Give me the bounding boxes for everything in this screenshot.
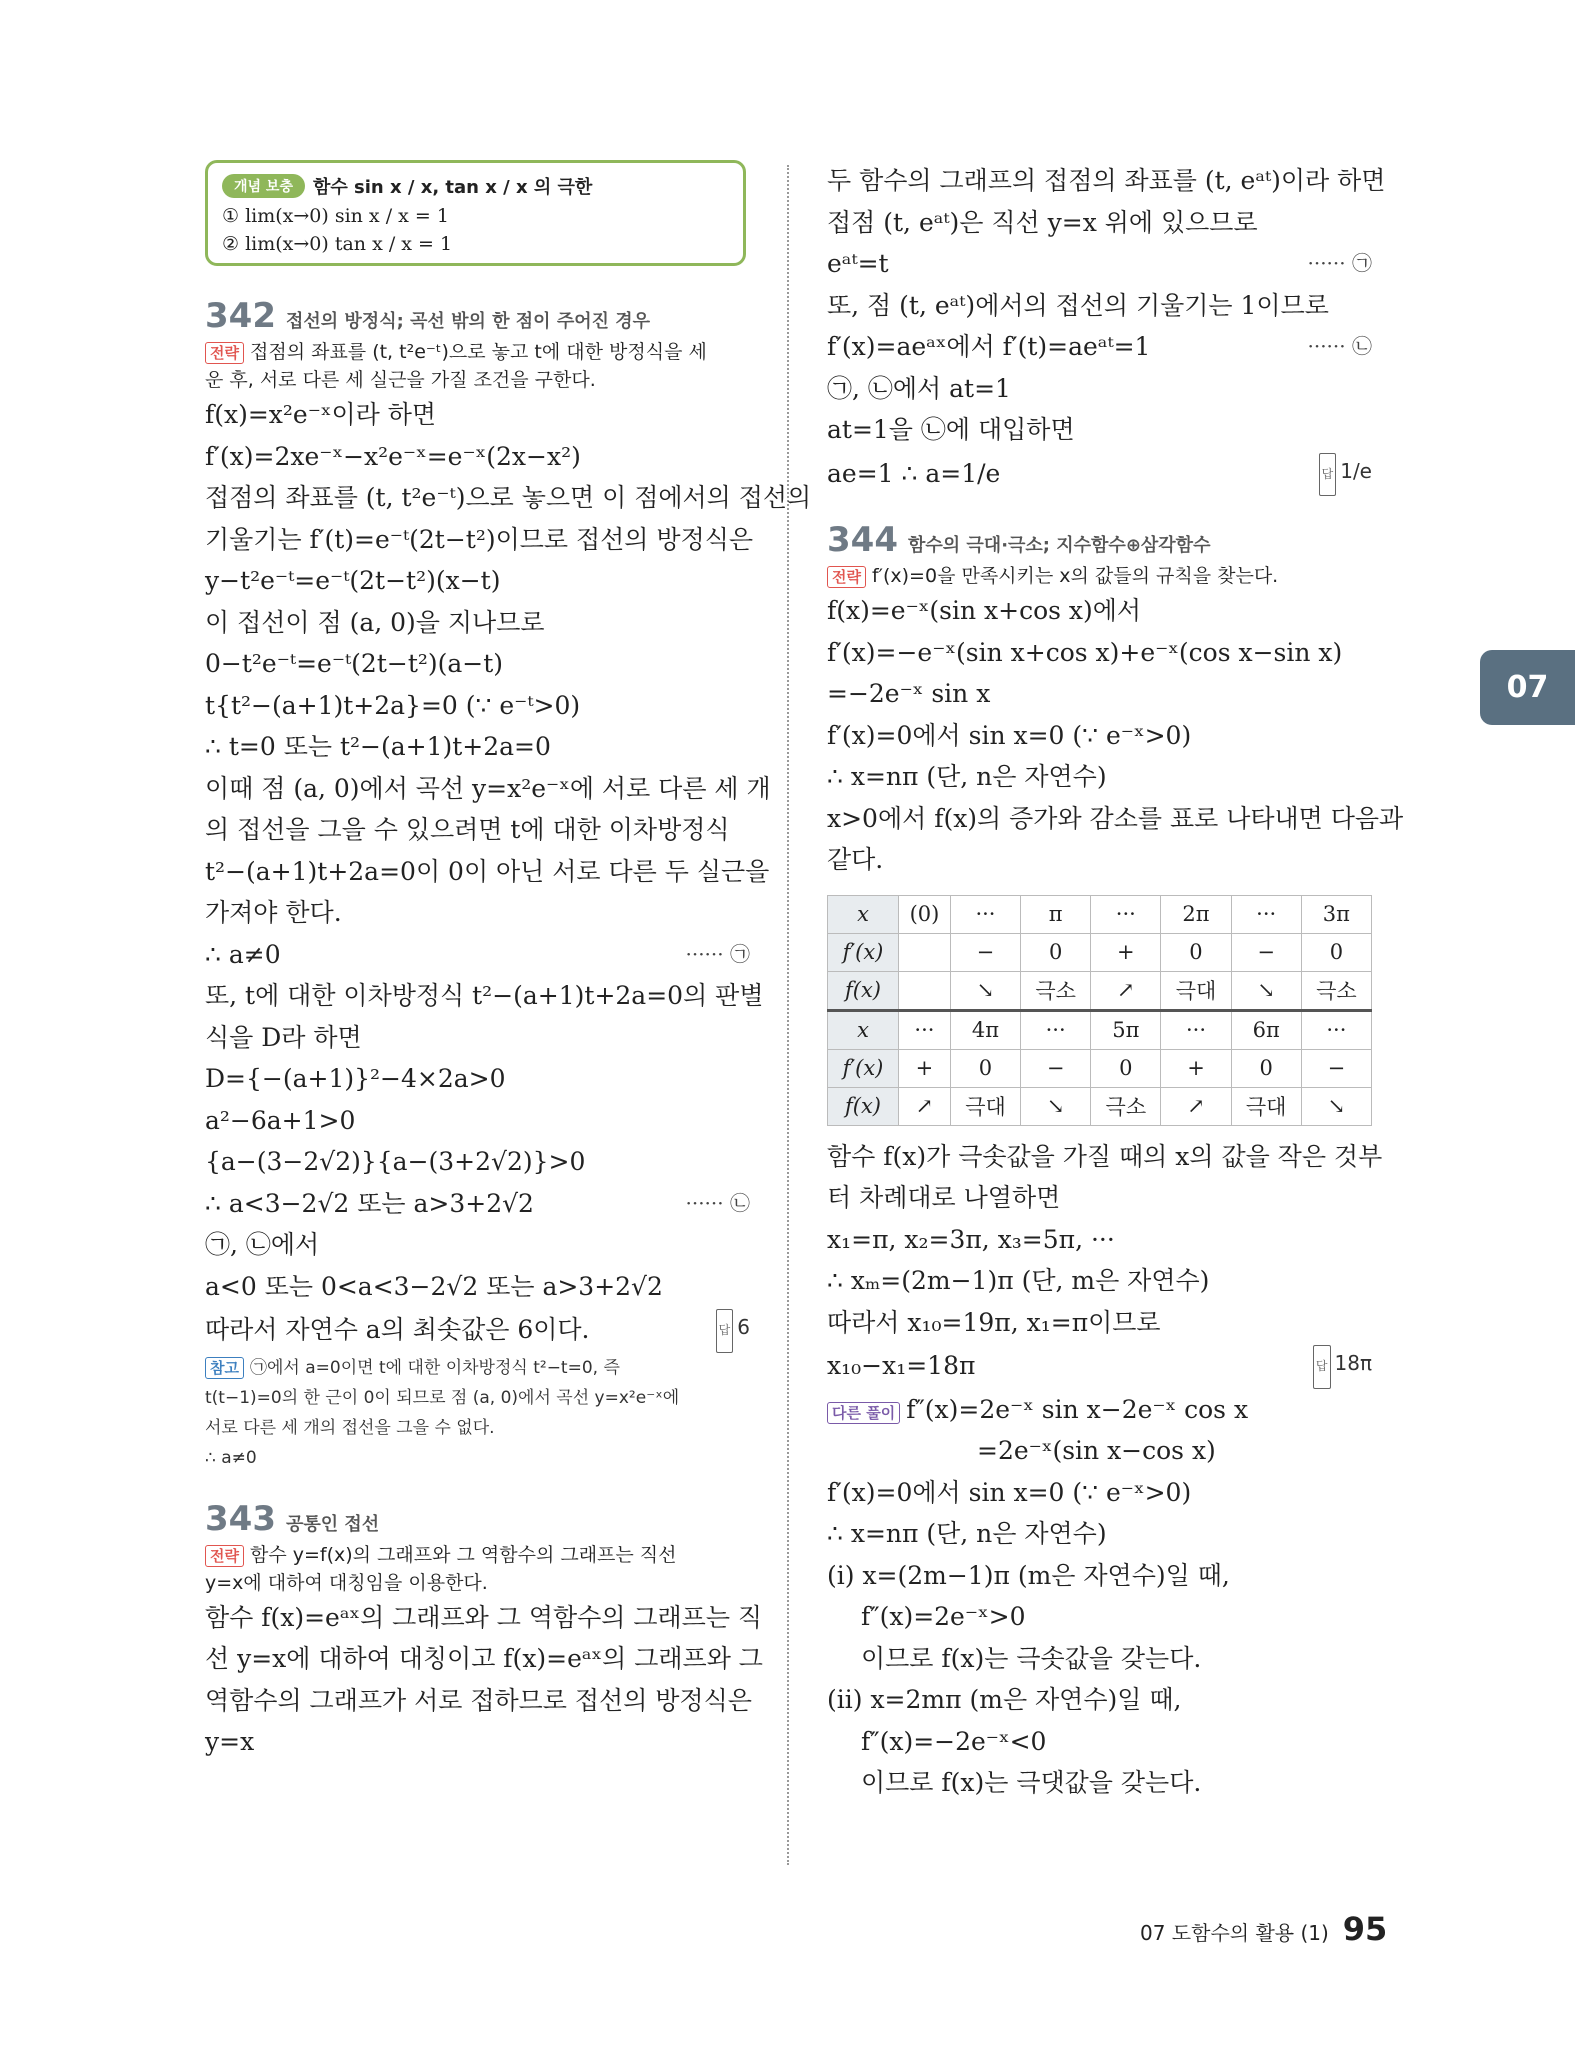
solution-line: 또, 점 (t, eᵃᵗ)에서의 접선의 기울기는 1이므로 — [827, 290, 1329, 320]
problem-342-header — [205, 296, 750, 336]
solution-text: eᵃᵗ=t — [827, 249, 889, 278]
solution-line: 함수 f(x)=eᵃˣ의 그래프와 그 역함수의 그래프는 직 — [205, 1602, 763, 1632]
sign-table-header-cell: x — [828, 1010, 899, 1049]
solution-line: D={−(a+1)}²−4×2a>0 — [205, 1064, 506, 1093]
sign-table-cell: ↘ — [950, 971, 1020, 1010]
sign-table-cell: ↘ — [1301, 1087, 1371, 1125]
solution-line: y=x — [205, 1727, 255, 1756]
answer — [1319, 451, 1372, 497]
answer-value: 6 — [737, 1315, 750, 1339]
solution-text: ∴ a≠0 — [205, 939, 281, 969]
solution-line: a²−6a+1>0 — [205, 1105, 356, 1135]
solution-line: ∴ x=nπ (단, n은 자연수) — [827, 1519, 1107, 1548]
sign-table-row — [828, 1087, 1372, 1125]
solution-line: 가져야 한다. — [205, 898, 342, 927]
strategy-text: 접점의 좌표를 (t, t²e⁻ᵗ)으로 놓고 t에 대한 방정식을 세 — [249, 341, 707, 363]
sign-table-header-cell: f(x) — [828, 1087, 899, 1125]
sign-table-cell: (0) — [899, 895, 951, 933]
answer-label: 답 — [716, 1309, 734, 1353]
sign-table-row — [828, 1049, 1372, 1087]
sign-table-cell: 4π — [950, 1010, 1020, 1049]
solution-line: 또, t에 대한 이차방정식 t²−(a+1)t+2a=0의 판별 — [205, 981, 764, 1010]
solution-line-marked — [827, 243, 1372, 285]
sign-table-cell: 극대 — [950, 1087, 1020, 1125]
solution-line: 선 y=x에 대하여 대칭이고 f(x)=eᵃˣ의 그래프와 그 — [205, 1644, 763, 1673]
sign-table-cell — [899, 971, 951, 1010]
sign-table-header-cell: f′(x) — [828, 1049, 899, 1087]
answer-label: 답 — [1319, 453, 1337, 497]
sign-table-cell: ↗ — [899, 1087, 951, 1125]
sign-table-cell: + — [899, 1049, 951, 1087]
sign-table-cell: ··· — [1231, 895, 1301, 933]
solution-line: f(x)=x²e⁻ˣ이라 하면 — [205, 400, 437, 429]
solution-line: f′(x)=0에서 sin x=0 (∵ e⁻ˣ>0) — [827, 720, 1192, 750]
answer — [716, 1307, 750, 1353]
solution-line: =−2e⁻ˣ sin x — [827, 679, 991, 708]
sign-table-row — [828, 1010, 1372, 1049]
sign-table-cell: 극소 — [1091, 1087, 1161, 1125]
problem-title: 공통인 접선 — [285, 1513, 380, 1535]
equation-marker: ······ ㉠ — [685, 941, 750, 966]
solution-343-part2 — [827, 160, 1386, 243]
conclusion-text: 따라서 자연수 a의 최솟값은 6이다. — [205, 1315, 590, 1344]
solution-line: a<0 또는 0<a<3−2√2 또는 a>3+2√2 — [205, 1271, 663, 1301]
solution-line: ∴ xₘ=(2m−1)π (단, m은 자연수) — [827, 1266, 1210, 1295]
sign-table-cell: 3π — [1301, 895, 1371, 933]
problem-343-header — [205, 1499, 750, 1539]
sign-table-cell: π — [1021, 895, 1091, 933]
solution-line: 접점의 좌표를 (t, t²e⁻ᵗ)으로 놓으면 이 점에서의 접선의 — [205, 483, 812, 512]
sign-table-cell: 극소 — [1021, 971, 1091, 1010]
solution-text: f′(x)=aeᵃˣ에서 f′(t)=aeᵃᵗ=1 — [827, 332, 1151, 361]
answer — [1313, 1343, 1372, 1389]
solution-line: 이므로 f(x)는 극댓값을 갖는다. — [861, 1768, 1202, 1797]
solution-line: 두 함수의 그래프의 접점의 좌표를 (t, eᵃᵗ)이라 하면 — [827, 166, 1386, 195]
conclusion-line — [827, 451, 1372, 497]
solution-344-part2 — [827, 1136, 1383, 1344]
reference-note-line — [205, 1353, 750, 1383]
alternative-solution-tag: 다른 풀이 — [827, 1402, 900, 1424]
sign-table-cell: 0 — [1301, 933, 1371, 971]
problem-title: 접선의 방정식; 곡선 밖의 한 점이 주어진 경우 — [285, 311, 651, 332]
solution-line: 이때 점 (a, 0)에서 곡선 y=x²e⁻ˣ에 서로 다른 세 개 — [205, 773, 771, 803]
concept-item-1: ① lim(x→0) sin x / x = 1 — [222, 205, 449, 227]
problem-344-header — [827, 520, 1372, 560]
solution-line: {a−(3−2√2)}{a−(3+2√2)}>0 — [205, 1147, 586, 1176]
solution-line: 기울기는 f′(t)=e⁻ᵗ(2t−t²)이므로 접선의 방정식은 — [205, 524, 754, 554]
solution-342-part2 — [205, 975, 764, 1183]
sign-table-cell: 극소 — [1301, 971, 1371, 1010]
page-number: 95 — [1342, 1910, 1388, 1948]
sign-table-cell: ↘ — [1231, 971, 1301, 1010]
sign-table-cell: ··· — [899, 1010, 951, 1049]
alternative-solution-body — [827, 1430, 1372, 1804]
equation-marker: ······ ㉡ — [685, 1190, 750, 1215]
answer-value: 18π — [1334, 1351, 1372, 1375]
solution-line: ∴ x=nπ (단, n은 자연수) — [827, 762, 1107, 791]
solution-line: t{t²−(a+1)t+2a}=0 (∵ e⁻ᵗ>0) — [205, 690, 581, 720]
sign-table-cell: ··· — [1021, 1010, 1091, 1049]
solution-line: 따라서 x₁₀=19π, x₁=π이므로 — [827, 1307, 1161, 1337]
sign-table-cell: ↗ — [1161, 1087, 1231, 1125]
solution-line: at=1을 ㉡에 대입하면 — [827, 415, 1075, 444]
solution-342-part3 — [205, 1224, 750, 1307]
sign-table-cell: ··· — [1301, 1010, 1371, 1049]
answer-value: 1/e — [1340, 458, 1372, 483]
solution-line: ㉠, ㉡에서 at=1 — [827, 373, 1011, 403]
problem-number: 343 — [205, 1498, 276, 1539]
solution-line: (ii) x=2mπ (m은 자연수)일 때, — [827, 1685, 1182, 1714]
solution-text: ∴ a<3−2√2 또는 a>3+2√2 — [205, 1188, 534, 1218]
solution-line: 이 접선이 점 (a, 0)을 지나므로 — [205, 607, 545, 637]
sign-table-cell: 0 — [950, 1049, 1020, 1087]
sign-table-row — [828, 933, 1372, 971]
sign-table-cell: 2π — [1161, 895, 1231, 933]
strategy-line: 운 후, 서로 다른 세 실근을 가질 조건을 구한다. — [205, 369, 596, 391]
problem-number: 344 — [827, 520, 898, 560]
sign-table-cell: ↘ — [1021, 1087, 1091, 1125]
concept-badge: 개념 보충 — [222, 174, 305, 198]
sign-table-cell: 0 — [1161, 933, 1231, 971]
solution-line: 접점 (t, eᵃᵗ)은 직선 y=x 위에 있으므로 — [827, 207, 1258, 237]
problem-title: 함수의 극대·극소; 지수함수⊕삼각함수 — [907, 535, 1211, 556]
conclusion-text: ae=1 ∴ a=1/e — [827, 458, 1001, 488]
sign-table-header-cell: f′(x) — [828, 933, 899, 971]
sign-table-cell: − — [950, 933, 1020, 971]
sign-table-header-cell: x — [828, 895, 899, 933]
alternative-solution-line — [827, 1389, 1372, 1431]
solution-line-marked — [827, 326, 1372, 368]
reference-tag: 참고 — [205, 1357, 244, 1379]
strategy-line — [205, 338, 750, 366]
sign-table-cell: ··· — [950, 895, 1020, 933]
conclusion-line — [827, 1343, 1372, 1389]
strategy-line — [205, 1541, 750, 1569]
alternative-solution-text: f″(x)=2e⁻ˣ sin x−2e⁻ˣ cos x — [906, 1394, 1249, 1424]
solution-343-part3 — [827, 368, 1372, 451]
solution-line-marked — [205, 934, 750, 976]
solution-line: f″(x)=2e⁻ˣ>0 — [861, 1602, 1026, 1631]
sign-table-cell: 5π — [1091, 1010, 1161, 1049]
solution-344-part1 — [827, 590, 1404, 881]
concept-box — [205, 160, 746, 266]
reference-text: ㉠에서 a=0이면 t에 대한 이차방정식 t²−t=0, 즉 — [249, 1357, 620, 1378]
answer-label: 답 — [1313, 1345, 1331, 1389]
solution-line: f′(x)=0에서 sin x=0 (∵ e⁻ˣ>0) — [827, 1477, 1192, 1507]
sign-table-cell: ··· — [1161, 1010, 1231, 1049]
reference-note-line: 서로 다른 세 개의 접선을 그을 수 없다. — [205, 1417, 495, 1438]
sign-table-cell — [899, 933, 951, 971]
sign-table-cell: 0 — [1091, 1049, 1161, 1087]
reference-note-line: t(t−1)=0의 한 근이 0이 되므로 점 (a, 0)에서 곡선 y=x²e⁻ˣ에 — [205, 1387, 680, 1408]
solution-line: y−t²e⁻ᵗ=e⁻ᵗ(2t−t²)(x−t) — [205, 566, 501, 595]
solution-line: 이므로 f(x)는 극솟값을 갖는다. — [861, 1643, 1202, 1673]
sign-table-cell: ··· — [1091, 895, 1161, 933]
solution-line: 의 접선을 그을 수 있으려면 t에 대한 이차방정식 — [205, 815, 730, 844]
sign-table-row — [828, 971, 1372, 1010]
concept-title: 함수 sin x / x, tan x / x 의 극한 — [312, 177, 593, 198]
sign-table-cell: 0 — [1021, 933, 1091, 971]
solution-line: 식을 D라 하면 — [205, 1022, 362, 1052]
solution-342-part1 — [205, 394, 812, 934]
solution-line-marked — [205, 1183, 750, 1225]
solution-line: 역함수의 그래프가 서로 접하므로 접선의 방정식은 — [205, 1685, 752, 1715]
sign-table-cell: − — [1231, 933, 1301, 971]
sign-table-cell: + — [1161, 1049, 1231, 1087]
solution-line: ∴ t=0 또는 t²−(a+1)t+2a=0 — [205, 732, 551, 761]
solution-line: x₁=π, x₂=3π, x₃=5π, ··· — [827, 1224, 1115, 1254]
column-divider — [787, 165, 789, 1865]
solution-line: f(x)=e⁻ˣ(sin x+cos x)에서 — [827, 596, 1142, 625]
solution-line: t²−(a+1)t+2a=0이 0이 아닌 서로 다른 두 실근을 — [205, 856, 770, 886]
solution-line: (i) x=(2m−1)π (m은 자연수)일 때, — [827, 1560, 1230, 1590]
solution-line: 0−t²e⁻ᵗ=e⁻ᵗ(2t−t²)(a−t) — [205, 649, 504, 678]
strategy-line — [827, 562, 1372, 590]
sign-table-cell: 6π — [1231, 1010, 1301, 1049]
solution-line: x>0에서 f(x)의 증가와 감소를 표로 나타내면 다음과 — [827, 803, 1404, 833]
sign-table-cell: 0 — [1231, 1049, 1301, 1087]
sign-table-cell: + — [1091, 933, 1161, 971]
strategy-text: f′(x)=0을 만족시키는 x의 값들의 규칙을 찾는다. — [871, 565, 1279, 587]
concept-item-2: ② lim(x→0) tan x / x = 1 — [222, 233, 453, 255]
strategy-tag: 전략 — [827, 566, 866, 588]
equation-marker: ······ ㉡ — [1307, 334, 1372, 358]
strategy-line: y=x에 대하여 대칭임을 이용한다. — [205, 1571, 488, 1594]
page-footer — [1140, 1910, 1387, 1948]
solution-343-part1 — [205, 1597, 763, 1763]
sign-table-cell: ↗ — [1091, 971, 1161, 1010]
footer-chapter: 07 도함수의 활용 (1) — [1140, 1921, 1329, 1945]
equation-marker: ······ ㉠ — [1307, 251, 1372, 275]
solution-line: ㉠, ㉡에서 — [205, 1230, 320, 1259]
strategy-tag: 전략 — [205, 1545, 244, 1567]
sign-table-cell: − — [1301, 1049, 1371, 1087]
sign-table-cell: 극대 — [1161, 971, 1231, 1010]
right-column — [827, 160, 1404, 1804]
conclusion-line — [205, 1307, 750, 1353]
conclusion-text: x₁₀−x₁=18π — [827, 1351, 976, 1380]
strategy-text: 함수 y=f(x)의 그래프와 그 역함수의 그래프는 직선 — [249, 1543, 677, 1566]
left-column — [205, 160, 812, 1763]
solution-line: f′(x)=−e⁻ˣ(sin x+cos x)+e⁻ˣ(cos x−sin x) — [827, 637, 1343, 667]
problem-number: 342 — [205, 296, 276, 336]
chapter-side-tab: 07 — [1480, 650, 1575, 725]
solution-line: f′(x)=2xe⁻ˣ−x²e⁻ˣ=e⁻ˣ(2x−x²) — [205, 441, 581, 471]
solution-line: 터 차례대로 나열하면 — [827, 1183, 1061, 1212]
reference-note-line: ∴ a≠0 — [205, 1447, 257, 1468]
solution-line: 함수 f(x)가 극솟값을 가질 때의 x의 값을 작은 것부 — [827, 1141, 1383, 1171]
sign-table-cell: 극대 — [1231, 1087, 1301, 1125]
sign-table-row — [828, 895, 1372, 933]
solution-line: =2e⁻ˣ(sin x−cos x) — [977, 1436, 1216, 1465]
solution-line: 같다. — [827, 845, 884, 874]
sign-table-cell: − — [1021, 1049, 1091, 1087]
sign-table — [827, 895, 1372, 1126]
strategy-tag: 전략 — [205, 342, 244, 364]
solution-line: f″(x)=−2e⁻ˣ<0 — [861, 1726, 1047, 1756]
sign-table-header-cell: f(x) — [828, 971, 899, 1010]
